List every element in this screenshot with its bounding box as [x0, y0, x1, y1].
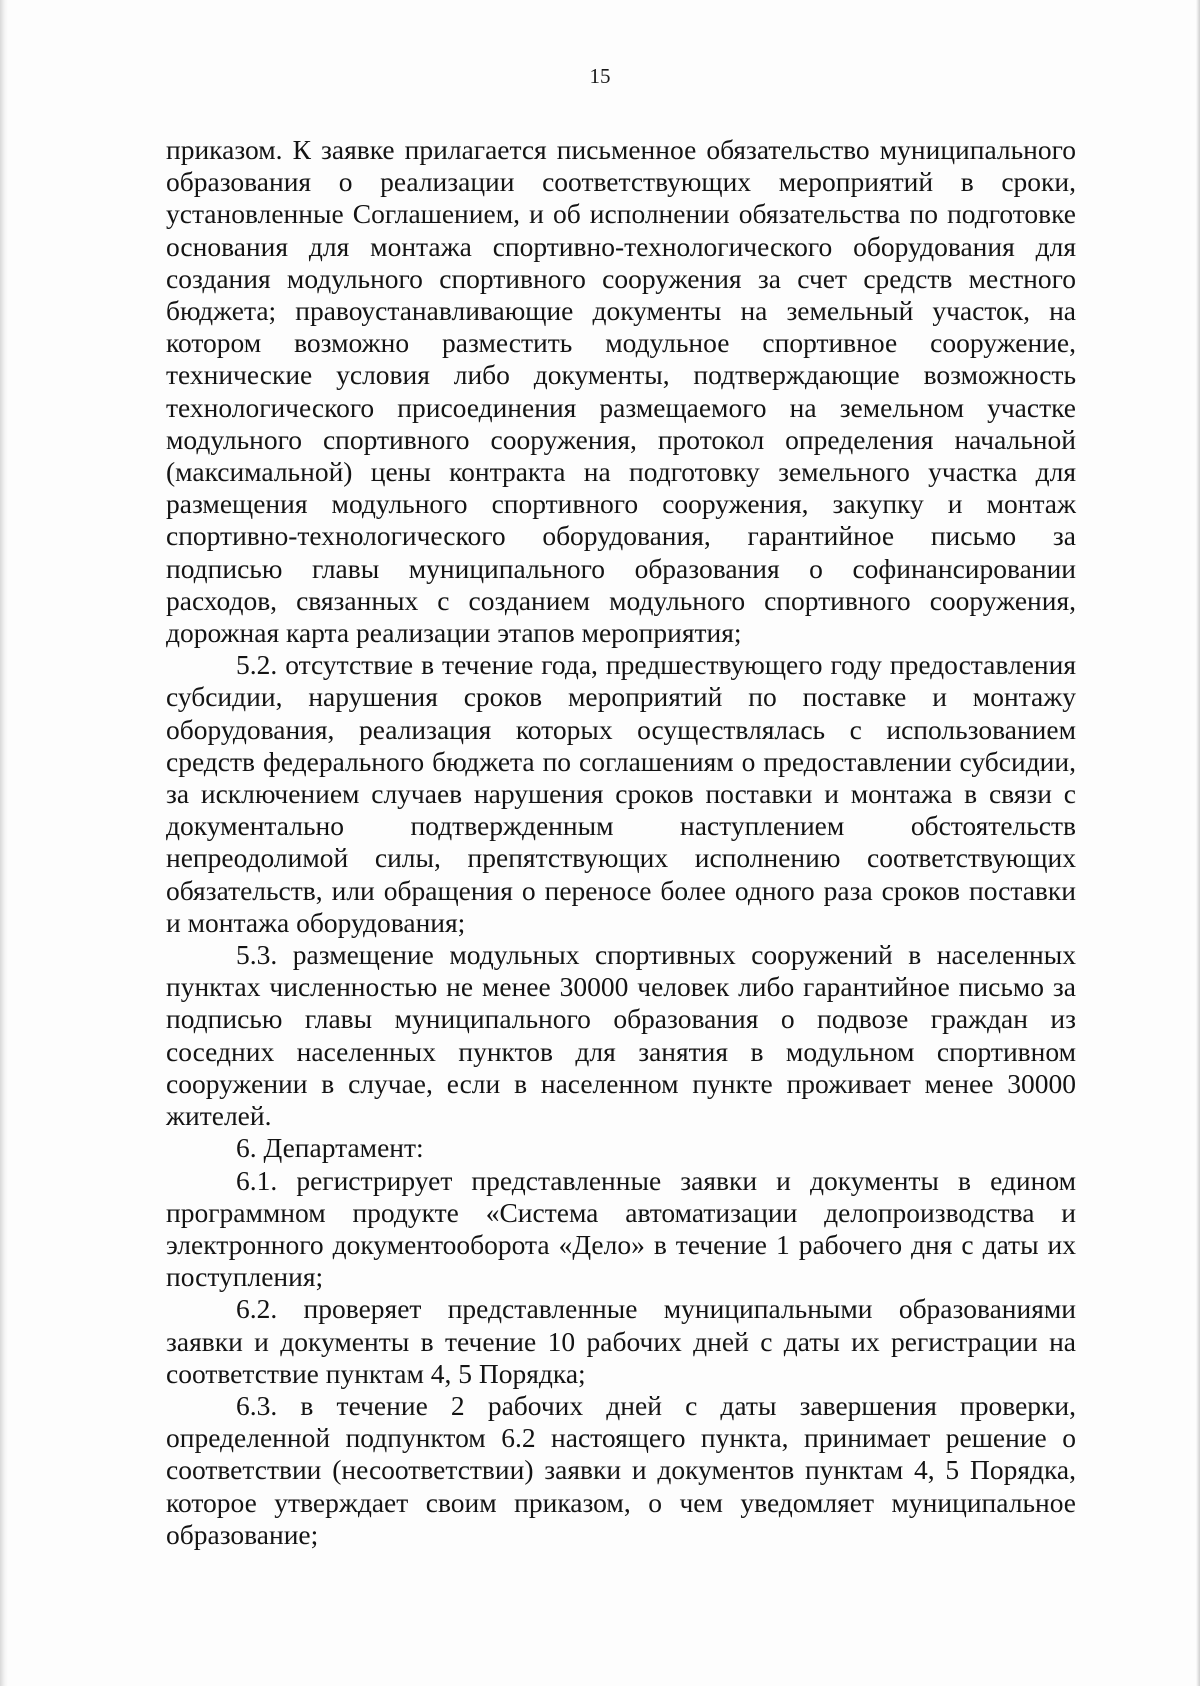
scan-edge-right: [1196, 0, 1200, 1686]
paragraph-6-1: 6.1. регистрирует представленные заявки и документы в едином программном продукте «Система автоматизации делопроизводства и электронного документооборота «Дело» в течение 1 рабочего дня с даты их поступления;: [166, 1164, 1076, 1293]
paragraph-continuation: приказом. К заявке прилагается письменное обязательство муниципального образования о реализации соответствующих мероприятий в сроки, установленные Соглашением, и об исполнении обязательства по подготовке основания для монтажа спортивно-технологического оборудования для создания модульного спортивного сооружения за счет средств местного бюджета; правоустанавливающие документы на земельный участок, на котором возможно разместить модульное спортивное сооружение, технические условия либо документы, подтверждающие возможность технологического присоединения размещаемого на земельном участке модульного спортивного сооружения, протокол определения начальной (максимальной) цены контракта на подготовку земельного участка для размещения модульного спортивного сооружения, закупку и монтаж спортивно-технологического оборудования, гарантийное письмо за подписью главы муниципального образования о софинансировании расходов, связанных с созданием модульного спортивного сооружения, дорожная карта реализации этапов мероприятия;: [166, 134, 1076, 649]
scan-edge-left: [0, 0, 8, 1686]
page-number: 15: [589, 64, 611, 88]
paragraph-6-2: 6.2. проверяет представленные муниципальными образованиями заявки и документы в течение 10 рабочих дней с даты их регистрации на соответствие пунктам 4, 5 Порядка;: [166, 1293, 1076, 1389]
paragraph-5-2: 5.2. отсутствие в течение года, предшествующего году предоставления субсидии, нарушения сроков мероприятий по поставке и монтажу оборудования, реализация которых осуществлялась с использованием средств федерального бюджета по соглашениям о предоставлении субсидии, за исключением случаев нарушения сроков поставки и монтажа в связи с документально подтвержденным наступлением обстоятельств непреодолимой силы, препятствующих исполнению соответствующих обязательств, или обращения о переносе более одного раза сроков поставки и монтажа оборудования;: [166, 649, 1076, 938]
paragraph-6-heading: 6. Департамент:: [236, 1132, 424, 1164]
paragraph-5-3: 5.3. размещение модульных спортивных сооружений в населенных пунктах численностью не менее 30000 человек либо гарантийное письмо за подписью главы муниципального образования о подвозе граждан из соседних населенных пунктов для занятия в модульном спортивном сооружении в случае, если в населенном пункте проживает менее 30000 жителей.: [166, 939, 1076, 1132]
paragraph-6-3: 6.3. в течение 2 рабочих дней с даты завершения проверки, определенной подпунктом 6.2 настоящего пункта, принимает решение о соответствии (несоответствии) заявки и документов пунктам 4, 5 Порядка, которое утверждает своим приказом, о чем уведомляет муниципальное образование;: [166, 1389, 1076, 1550]
document-body: [166, 134, 1076, 1551]
